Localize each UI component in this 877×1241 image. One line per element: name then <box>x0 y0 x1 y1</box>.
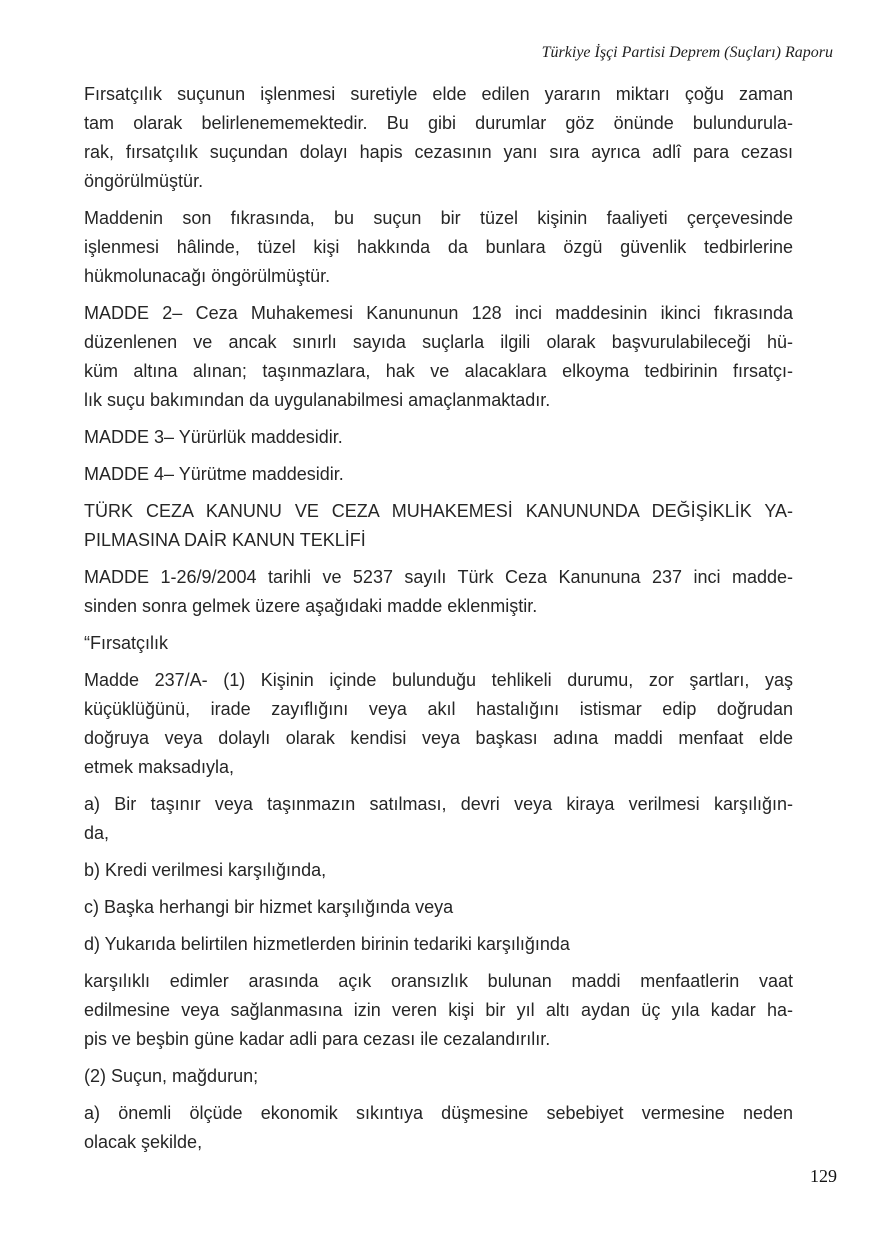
text-line: karşılıklı edimler arasında açık oransızlık bulunan maddi menfaatlerin vaat <box>84 971 793 991</box>
text-line: a) Bir taşınır veya taşınmazın satılması, devri veya kiraya verilmesi karşılığın- <box>84 794 793 814</box>
paragraph <box>84 423 793 452</box>
page-number: 129 <box>810 1166 837 1186</box>
document-body <box>84 80 793 1165</box>
text-line: tam olarak belirlenememektedir. Bu gibi durumlar göz önünde bulundurula- <box>84 113 793 133</box>
text-line: küçüklüğünü, irade zayıflığını veya akıl hastalığını istismar edip doğrudan <box>84 699 793 719</box>
paragraph <box>84 497 793 555</box>
paragraph <box>84 1099 793 1157</box>
text-line: Madde 237/A- (1) Kişinin içinde bulunduğu tehlikeli durumu, zor şartları, yaş <box>84 670 793 690</box>
paragraph <box>84 856 793 885</box>
text-line: rak, fırsatçılık suçundan dolayı hapis cezasının yanı sıra ayrıca adlî para cezası <box>84 142 793 162</box>
text-line: c) Başka herhangi bir hizmet karşılığında veya <box>84 897 454 917</box>
text-line: b) Kredi verilmesi karşılığında, <box>84 860 327 880</box>
paragraph <box>84 460 793 489</box>
text-line: doğruya veya dolaylı olarak kendisi veya başkası adına maddi menfaat elde <box>84 728 793 748</box>
text-line: MADDE 4– Yürütme maddesidir. <box>84 464 344 484</box>
text-line: PILMASINA DAİR KANUN TEKLİFİ <box>84 530 366 550</box>
text-line: hükmolunacağı öngörülmüştür. <box>84 266 331 286</box>
paragraph <box>84 790 793 848</box>
text-line: (2) Suçun, mağdurun; <box>84 1066 259 1086</box>
paragraph <box>84 299 793 415</box>
text-line: TÜRK CEZA KANUNU VE CEZA MUHAKEMESİ KANUNUNDA DEĞİŞİKLİK YA- <box>84 501 793 521</box>
text-line: lık suçu bakımından da uygulanabilmesi amaçlanmaktadır. <box>84 390 551 410</box>
text-line: a) önemli ölçüde ekonomik sıkıntıya düşmesine sebebiyet vermesine neden <box>84 1103 793 1123</box>
running-header: Türkiye İşçi Partisi Deprem (Suçları) Raporu <box>541 44 833 61</box>
text-line: olacak şekilde, <box>84 1132 203 1152</box>
paragraph <box>84 967 793 1054</box>
paragraph <box>84 893 793 922</box>
text-line: “Fırsatçılık <box>84 633 168 653</box>
paragraph <box>84 930 793 959</box>
paragraph <box>84 80 793 196</box>
text-line: edilmesine veya sağlanmasına izin veren kişi bir yıl altı aydan üç yıla kadar ha- <box>84 1000 793 1020</box>
text-line: MADDE 2– Ceza Muhakemesi Kanununun 128 inci maddesinin ikinci fıkrasında <box>84 303 793 323</box>
paragraph <box>84 563 793 621</box>
text-line: Fırsatçılık suçunun işlenmesi suretiyle elde edilen yararın miktarı çoğu zaman <box>84 84 793 104</box>
text-line: sinden sonra gelmek üzere aşağıdaki madde eklenmiştir. <box>84 596 538 616</box>
paragraph <box>84 1062 793 1091</box>
text-line: küm altına alınan; taşınmazlara, hak ve alacaklara elkoyma tedbirinin fırsatçı- <box>84 361 793 381</box>
text-line: işlenmesi hâlinde, tüzel kişi hakkında da bunlara özgü güvenlik tedbirlerine <box>84 237 793 257</box>
text-line: MADDE 1-26/9/2004 tarihli ve 5237 sayılı Türk Ceza Kanununa 237 inci madde- <box>84 567 793 587</box>
paragraph <box>84 666 793 782</box>
text-line: düzenlenen ve ancak sınırlı sayıda suçlarla ilgili olarak başvurulabileceği hü- <box>84 332 793 352</box>
text-line: d) Yukarıda belirtilen hizmetlerden birinin tedariki karşılığında <box>84 934 570 954</box>
text-line: da, <box>84 823 110 843</box>
text-line: pis ve beşbin güne kadar adli para cezası ile cezalandırılır. <box>84 1029 551 1049</box>
paragraph <box>84 629 793 658</box>
paragraph <box>84 204 793 291</box>
text-line: öngörülmüştür. <box>84 171 204 191</box>
text-line: Maddenin son fıkrasında, bu suçun bir tüzel kişinin faaliyeti çerçevesinde <box>84 208 793 228</box>
text-line: MADDE 3– Yürürlük maddesidir. <box>84 427 343 447</box>
text-line: etmek maksadıyla, <box>84 757 235 777</box>
